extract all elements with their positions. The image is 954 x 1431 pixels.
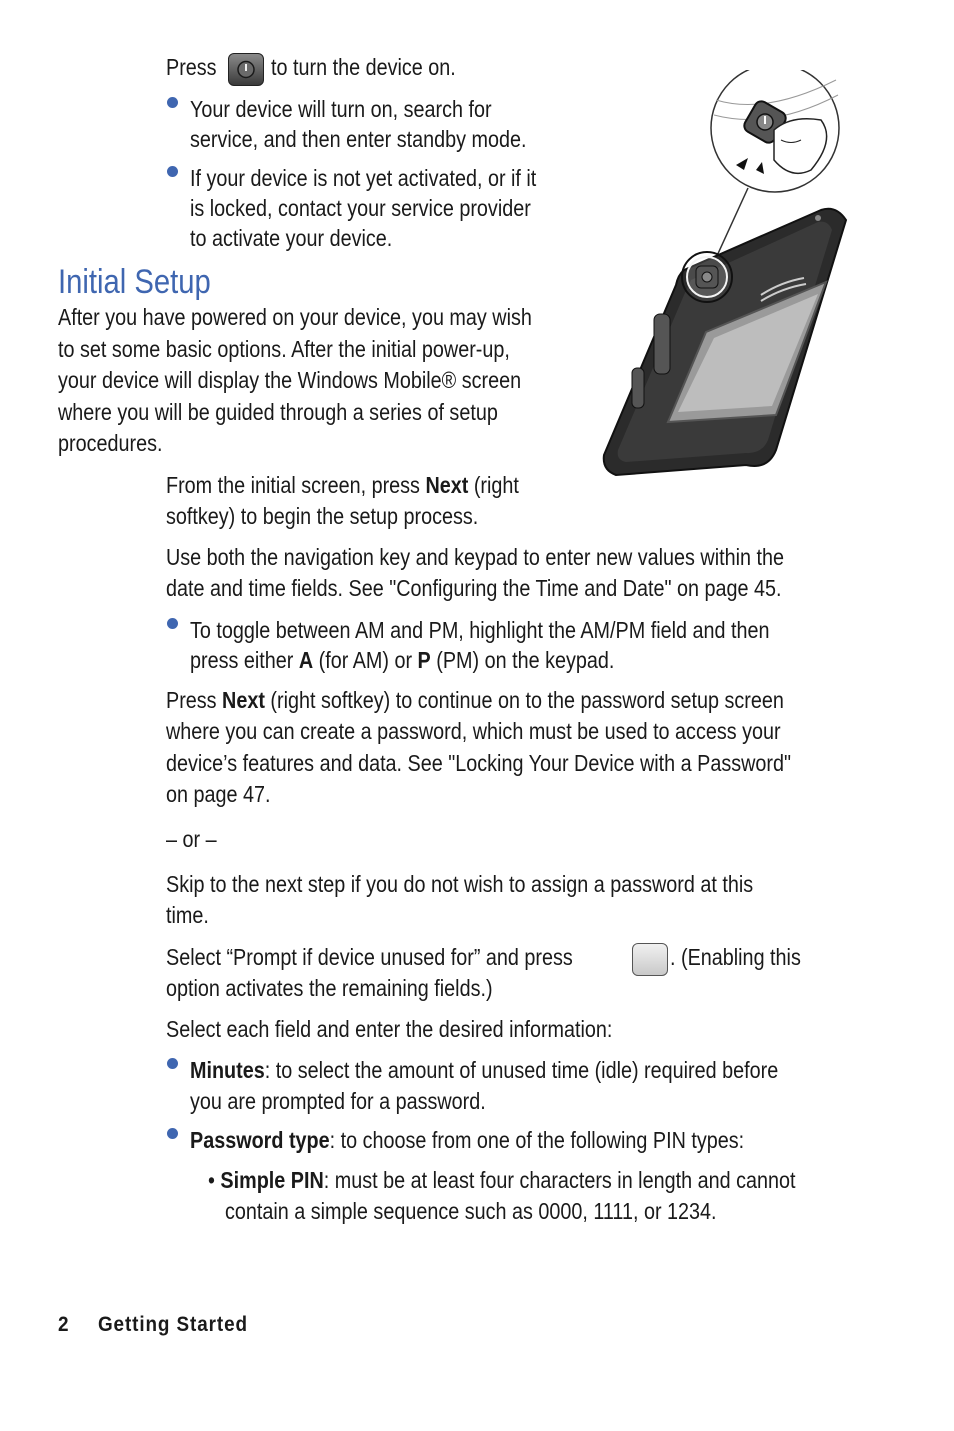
step-line: Select “Prompt if device unused for” and press — [166, 944, 573, 970]
step-line: option activates the remaining fields.) — [166, 975, 493, 1001]
step-line: where you can create a password, which must be used to access your — [166, 718, 781, 744]
bullet-marker — [167, 97, 178, 108]
sub-bullet-text: contain a simple sequence such as 0000, 1111, or 1234. — [225, 1198, 717, 1224]
section-heading: Initial Setup — [58, 263, 211, 301]
paragraph-line: to set some basic options. After the initial power-up, — [58, 336, 510, 362]
step-line: device’s features and data. See "Locking Your Device with a Password" — [166, 750, 792, 776]
keyword-next: Next — [222, 687, 265, 713]
sub-bullet-marker: • — [208, 1167, 215, 1193]
step-line: date and time fields. See "Configuring the Time and Date" on page 45. — [166, 575, 782, 601]
power-intro-line: Press — [166, 54, 217, 80]
bullet-text: Minutes: to select the amount of unused time (idle) required before — [190, 1057, 779, 1083]
step-line: Skip to the next step if you do not wish to assign a password at this — [166, 871, 754, 897]
paragraph-line: where you will be guided through a series of setup — [58, 399, 498, 425]
step-line: on page 47. — [166, 781, 271, 807]
bullet-text: Password type: to choose from one of the following PIN types: — [190, 1127, 745, 1153]
bullet-text: to activate your device. — [190, 225, 393, 251]
step-line: time. — [166, 902, 209, 928]
bullet-text: To toggle between AM and PM, highlight the AM/PM field and then — [190, 617, 770, 643]
paragraph-line: your device will display the Windows Mobile® screen — [58, 367, 522, 393]
keyword-next: Next — [425, 472, 469, 498]
paragraph-line: procedures. — [58, 430, 163, 456]
bullet-text: you are prompted for a password. — [190, 1088, 486, 1114]
device-illustration-icon — [596, 70, 866, 485]
bullet-marker — [167, 1058, 178, 1069]
bullet-marker — [167, 618, 178, 629]
step-line: Press Next (right softkey) to continue on to the password setup screen — [166, 687, 784, 713]
power-key-icon — [228, 53, 264, 86]
sub-bullet-text: • Simple PIN: must be at least four characters in length and cannot — [208, 1167, 796, 1193]
bullet-text: Your device will turn on, search for — [190, 96, 492, 122]
step-line: From the initial screen, press Next (right — [166, 472, 519, 498]
footer-section-title: Getting Started — [97, 1313, 248, 1336]
power-intro-after: to turn the device on. — [271, 54, 456, 80]
key-a: A — [298, 647, 314, 673]
ok-key-icon — [632, 943, 668, 976]
term-password-type: Password type — [190, 1127, 330, 1153]
term-simple-pin: Simple PIN — [220, 1167, 324, 1193]
or-separator: – or – — [166, 826, 217, 852]
bullet-text: If your device is not yet activated, or if it — [190, 165, 537, 191]
bullet-text: is locked, contact your service provider — [190, 195, 531, 221]
step-line: Select each field and enter the desired information: — [166, 1016, 613, 1042]
page-footer — [58, 1313, 248, 1337]
step-line: . (Enabling this — [670, 944, 801, 970]
step-line: Use both the navigation key and keypad to enter new values within the — [166, 544, 784, 570]
bullet-text: press either A (for AM) or P (PM) on the keypad. — [190, 647, 615, 673]
key-p: P — [417, 647, 431, 673]
term-minutes: Minutes — [190, 1057, 265, 1083]
bullet-text: service, and then enter standby mode. — [190, 126, 527, 152]
bullet-marker — [167, 166, 178, 177]
bullet-marker — [167, 1128, 178, 1139]
step-line: softkey) to begin the setup process. — [166, 503, 479, 529]
page-number: 2 — [58, 1313, 70, 1336]
paragraph-line: After you have powered on your device, you may wish — [58, 304, 532, 330]
